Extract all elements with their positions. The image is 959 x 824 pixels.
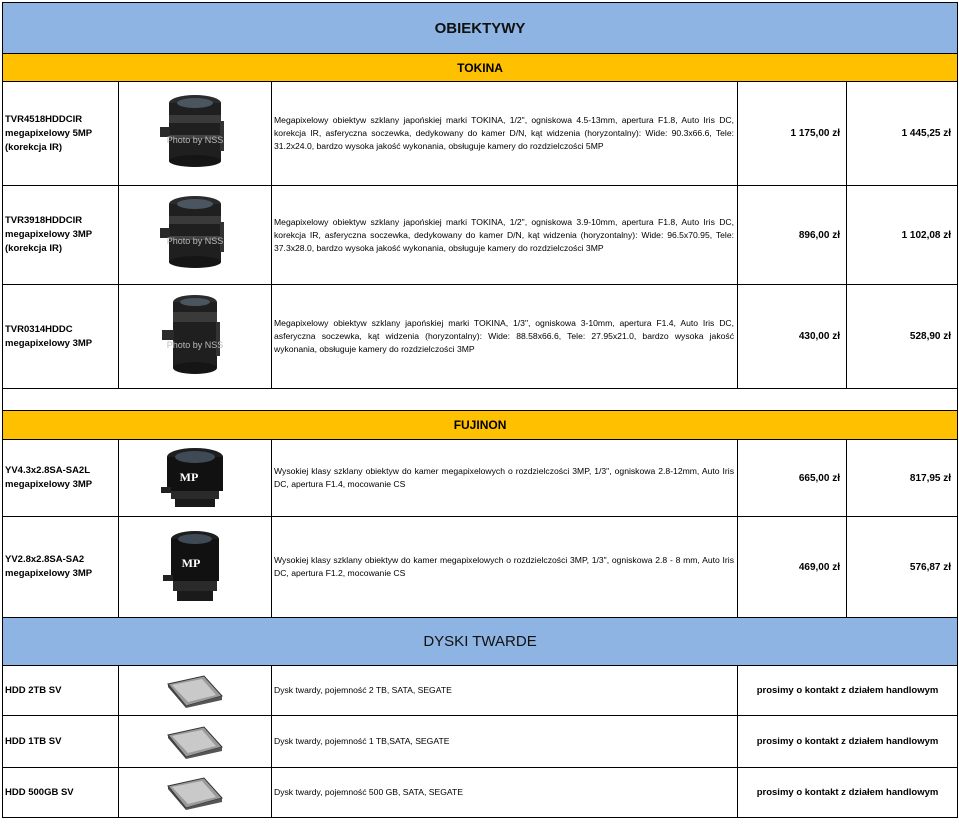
product-code: YV2.8x2.8SA-SA2 <box>5 554 85 565</box>
brand-header-tokina: TOKINA <box>3 54 958 82</box>
price-table <box>2 2 958 818</box>
table-row <box>3 285 958 389</box>
price-gross: 817,95 zł <box>847 440 958 517</box>
product-code: TVR4518HDDCIR <box>5 113 83 125</box>
fujinon-lens-icon <box>155 445 235 511</box>
table-row <box>3 768 958 818</box>
product-description: Wysokiej klasy szklany obiektyw do kamer megapixelowych o rozdzielczości 3MP, 1/3", ogniskowa 2.8-12mm, Auto Iris DC, apertura F1.4, mocowanie CS <box>272 440 738 517</box>
product-description: Dysk twardy, pojemność 2 TB, SATA, SEGATE <box>272 666 738 716</box>
product-description: Megapixelowy obiektyw szklany japońskiej marki TOKINA, 1/2", ogniskowa 3.9-10mm, apertura F1.8, Auto Iris DC, korekcja IR, asferyczna soczewka, dedykowany do kamer D/N, kąt widzenia (horyzontalny): Wide: 96.5x70.95, Tele: 37.3x28.0, bardzo wysoka jakość wykonania, obsługuje kamery do rozdzielczości 3MP <box>272 186 738 285</box>
table-row <box>3 186 958 285</box>
product-image <box>119 716 272 768</box>
svg-text:MP: MP <box>179 470 199 484</box>
hard-drive-icon <box>164 725 226 759</box>
section-header-obiektywy: OBIEKTYWY <box>3 3 958 54</box>
product-subtitle: megapixelowy 3MP <box>5 337 93 349</box>
product-subtitle: megapixelowy 3MP <box>5 229 93 240</box>
product-feature: (korekcja IR) <box>5 243 63 254</box>
product-image <box>119 440 272 517</box>
product-image <box>119 666 272 716</box>
tokina-lens-icon <box>150 292 240 382</box>
table-row <box>3 440 958 517</box>
hard-drive-icon <box>164 674 226 708</box>
product-subtitle: megapixelowy 3MP <box>5 479 93 490</box>
product-name <box>3 285 119 389</box>
table-row <box>3 666 958 716</box>
product-code: YV4.3x2.8SA-SA2L <box>5 465 91 476</box>
price-gross: 528,90 zł <box>847 285 958 389</box>
svg-text:MP: MP <box>181 556 201 570</box>
brand-header-fujinon: FUJINON <box>3 411 958 440</box>
tokina-lens-icon <box>150 91 240 177</box>
product-description: Megapixelowy obiektyw szklany japońskiej marki TOKINA, 1/2", ogniskowa 4.5-13mm, apertura F1.8, Auto Iris DC, korekcja IR, asferyczna soczewka, dedykowany do kamer D/N, kąt widzenia (horyzontalny): Wide: 90.3x66.6, Tele: 31.2x24.0, bardzo wysoka jakość wykonania, obsługuje kamery do rozdzielczości 5MP <box>272 82 738 186</box>
svg-text:Photo by NSS: Photo by NSS <box>166 236 224 246</box>
product-image <box>119 285 272 389</box>
product-image <box>119 768 272 818</box>
table-row <box>3 82 958 186</box>
product-image <box>119 82 272 186</box>
product-name: HDD 2TB SV <box>3 666 119 716</box>
table-row <box>3 716 958 768</box>
section-header-dyski-twarde: DYSKI TWARDE <box>3 618 958 666</box>
tokina-lens-icon <box>150 192 240 278</box>
price-net: 665,00 zł <box>738 440 847 517</box>
product-code: TVR3918HDDCIR <box>5 215 83 226</box>
hard-drive-icon <box>164 776 226 810</box>
product-image <box>119 186 272 285</box>
product-description: Dysk twardy, pojemność 500 GB, SATA, SEGATE <box>272 768 738 818</box>
price-net: 469,00 zł <box>738 517 847 618</box>
price-list-sheet <box>2 2 957 818</box>
svg-text:Photo by NSS: Photo by NSS <box>166 134 224 145</box>
price-gross: 1 102,08 zł <box>847 186 958 285</box>
product-name: HDD 500GB SV <box>3 768 119 818</box>
product-subtitle: megapixelowy 3MP <box>5 568 93 579</box>
price-contact-note: prosimy o kontakt z działem handlowym <box>738 666 958 716</box>
fujinon-lens-icon <box>155 527 235 607</box>
svg-text:Photo by NSS: Photo by NSS <box>166 339 224 350</box>
product-name <box>3 186 119 285</box>
price-net: 430,00 zł <box>738 285 847 389</box>
price-contact-note: prosimy o kontakt z działem handlowym <box>738 716 958 768</box>
product-description: Dysk twardy, pojemność 1 TB,SATA, SEGATE <box>272 716 738 768</box>
product-name <box>3 82 119 186</box>
price-gross: 1 445,25 zł <box>847 82 958 186</box>
price-net: 1 175,00 zł <box>738 82 847 186</box>
price-contact-note: prosimy o kontakt z działem handlowym <box>738 768 958 818</box>
product-name <box>3 440 119 517</box>
price-gross: 576,87 zł <box>847 517 958 618</box>
spacer-cell <box>3 389 958 411</box>
product-description: Wysokiej klasy szklany obiektyw do kamer megapixelowych o rozdzielczości 3MP, 1/3", ogniskowa 2.8 - 8 mm, Auto Iris DC, apertura F1.2, mocowanie CS <box>272 517 738 618</box>
spacer-row <box>3 389 958 411</box>
product-name: HDD 1TB SV <box>3 716 119 768</box>
product-name <box>3 517 119 618</box>
product-description: Megapixelowy obiektyw szklany japońskiej marki TOKINA, 1/3", ogniskowa 3-10mm, apertura F1.4, Auto Iris DC, asferyczna soczewka, kąt widzenia (horyzontalny): Wide: 88.58x66.6, Tele: 27.95x21.0, bardzo wysoka jakość wykonania, obsługuje kamery do rozdzielczości 3MP <box>272 285 738 389</box>
product-feature: (korekcja IR) <box>5 141 63 153</box>
product-subtitle: megapixelowy 5MP <box>5 127 93 139</box>
price-net: 896,00 zł <box>738 186 847 285</box>
table-row <box>3 517 958 618</box>
product-image <box>119 517 272 618</box>
product-code: TVR0314HDDC <box>5 323 73 335</box>
